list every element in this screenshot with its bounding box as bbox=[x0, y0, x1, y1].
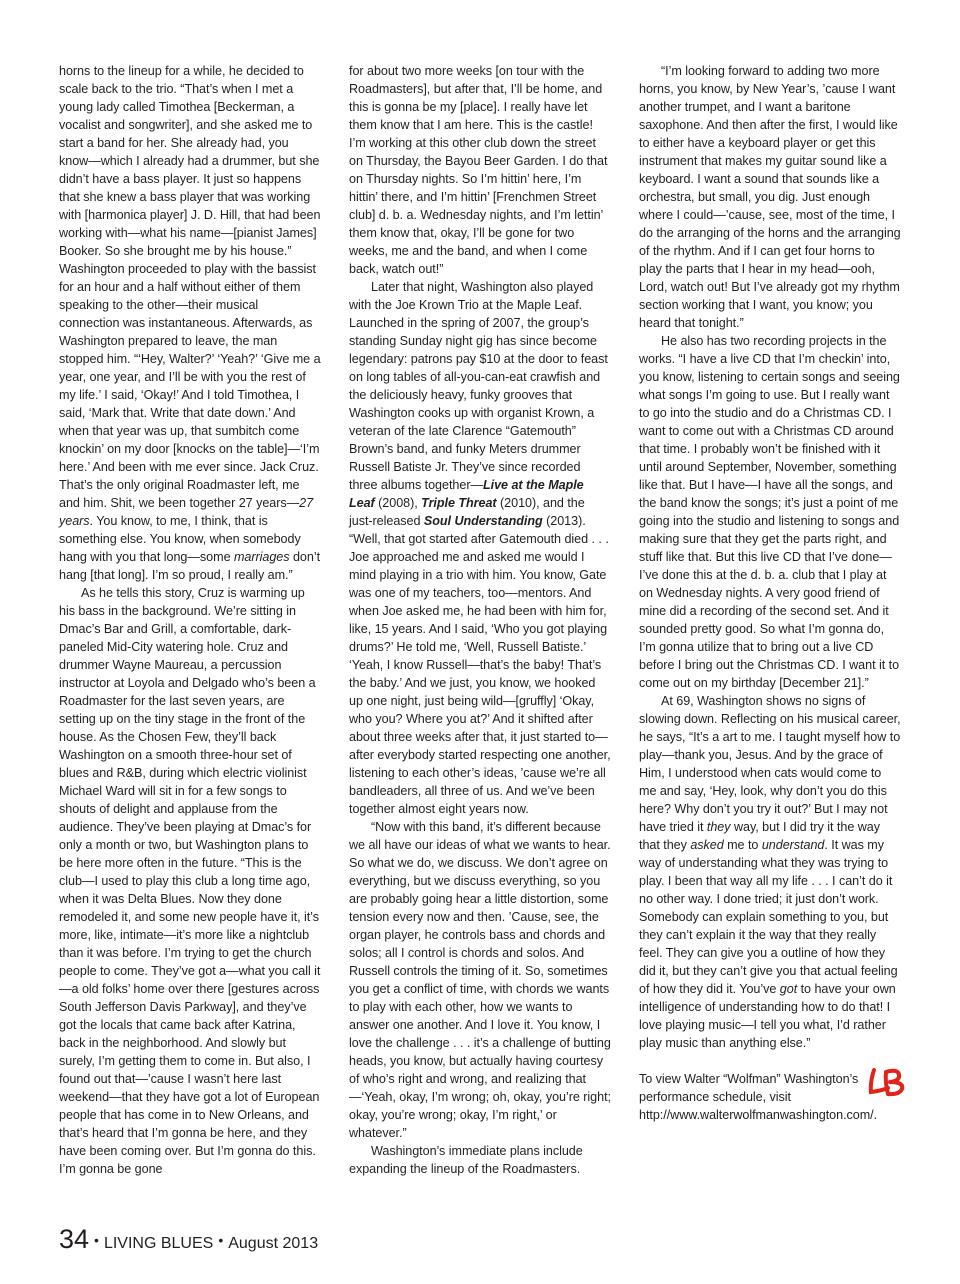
article-paragraph: He also has two recording projects in the works. “I have a live CD that I’m checkin’ into, you know, listening to certain songs and seeing what songs I’m going to use. But I really want to go into the studio and do a Christmas CD. I want to come out with a Christmas CD around that time. I probably won’t be finished with it until around September, November, something like that. But I have—I have all the songs, and the band know the songs; it’s just a point of me going into the studio and listening to songs and making sure that they get the parts right, and stuff like that. But this live CD that I’ve done—I’ve done this at the d. b. a. club that I play at on Wednesday nights. A very good friend of mine did a recording of the second set. And it sounded pretty good. So what I’m gonna do, I’m gonna utilize that to bring out a live CD before I bring out the Christmas CD. I want it to come out on my birthday [December 21].” bbox=[639, 334, 900, 690]
article-paragraph: horns to the lineup for a while, he decided to scale back to the trio. “That’s when I met a young lady called Timothea [Beckerman, a vocalist and songwriter], and she asked me to start a band for her. She already had, you know—which I already had a drummer, but she didn’t have a bass player. It just so happens that she knew a bass player that was working with [harmonica player] J. D. Hill, that had been working with—what his name—[pianist James] Booker. So she brought me by his house.” Washington proceeded to play with the bassist for an hour and a half without either of them speaking to the other—their musical connection was instantaneous. Afterwards, as Washington prepared to leave, the man stopped him. “‘Hey, Walter?’ ‘Yeah?’ ‘Give me a year, one year, and I’ll be with you the rest of my life.’ I said, ‘Okay!’ And I told Timothea, I said, ‘Mark that. Write that date down.’ And when that year was up, that sumbitch come knockin’ on my door [knocks on the table]—‘I’m here.’ And been with me ever since. Jack Cruz. That’s the only original Roadmaster left, me and him. Shit, we been together 27 years—27 years. You know, to me, I think, that is something else. You know, when somebody hang with you that long—some marriages don’t hang [that long]. I’m so proud, I really am.” bbox=[59, 64, 321, 582]
article-paragraph: Washington’s immediate plans include expanding the lineup of the Roadmasters. bbox=[349, 1144, 583, 1176]
article-column-3 bbox=[639, 62, 901, 1124]
article-paragraph: As he tells this story, Cruz is warming up his bass in the background. We’re sitting in Dmac’s Bar and Grill, a comfortable, dark-paneled Mid-City watering hole. Cruz and drummer Wayne Maureau, a percussion instructor at Loyola and Delgado who’s been a Roadmaster for the last seven years, are setting up on the tiny stage in the front of the house. As the Chosen Few, they’ll back Washington on a smooth three-hour set of blues and R&B, during which electric violinist Michael Ward will sit in for a few songs to shouts of delight and applause from the audience. They’ve been playing at Dmac’s for only a month or two, but Washington plans to be here more often in the future. “This is the club—I used to play this club a long time ago, when it was Delta Blues. Now they done remodeled it, and some new people have it, it’s more, like, intimate—it’s more like a nightclub than it was before. I’m trying to get the church people to come. They’ve got a—what you call it—a old folks’ home over there [gestures across South Jefferson Davis Parkway], and they’ve got the locals that came back after Katrina, back in the neighborhood. And slowly but surely, I’m getting them to come in. But also, I found out that—’cause I wasn’t here last weekend—that they have got a lot of European people that has come in to New Orleans, and that’s heard that I’m gonna be here, and they have been coming over. But I’m gonna do this. I’m gonna be gone bbox=[59, 586, 321, 1176]
issue-date: August 2013 bbox=[228, 1235, 319, 1252]
article-column-2 bbox=[349, 62, 611, 1178]
article-column-1 bbox=[59, 62, 321, 1178]
footer-bullet: • bbox=[218, 1232, 224, 1248]
article-paragraph: for about two more weeks [on tour with the Roadmasters], but after that, I’ll be home, and this is gonna be my [place]. I really have let them know that I am here. This is the castle! I’m working at this other club down the street on Thursday, the Bayou Beer Garden. I do that on Thursday nights. So I’m hittin’ here, I’m hittin’ there, and I’m hittin’ [Frenchmen Street club] d. b. a. Wednesday nights, and I’m lettin’ them know that, okay, I’ll be gone for two weeks, me and the band, and when I come back, watch out!” bbox=[349, 64, 608, 276]
living-blues-end-logo bbox=[866, 1064, 910, 1098]
article-paragraph: Later that night, Washington also played with the Joe Krown Trio at the Maple Leaf. Launched in the spring of 2007, the group’s standing Sunday night gig has since become legendary: patrons pay $10 at the door to feast on long tables of all-you-can-eat crawfish and the deliciously heavy, funky grooves that Washington cooks up with organist Krown, a veteran of the late Clarence “Gatemouth” Brown’s band, and funky Meters drummer Russell Batiste Jr. They’ve since recorded three albums together—Live at the Maple Leaf (2008), Triple Threat (2010), and the just-released Soul Understanding (2013). “Well, that got started after Gatemouth died . . . Joe approached me and asked me would I mind playing in a trio with him. You know, Gate was one of my teachers, too—mentors. And when Joe asked me, he had been with him for, like, 15 years. And I said, ‘Who you got playing drums?’ He told me, ‘Well, Russell Batiste.’ ‘Yeah, I know Russell—that’s the baby! That’s the baby.’ And we just, you know, we hooked up one night, just being wild—[gruffly] ‘Okay, who you? Where you at?’ And it shifted after about three weeks after that, it just started to—after everybody started respecting one another, listening to each other’s ideas, ’cause we’re all bandleaders, all three of us. And we’ve been together almost eight years now. bbox=[349, 280, 611, 816]
article-paragraph: “Now with this band, it’s different because we all have our ideas of what we wants to hear. So what we do, we discuss. We don’t agree on everything, but we discuss everything, so you are probably going hear a little distortion, some tension every now and then. ’Cause, see, the organ player, he controls bass and chords and solos; all I control is chords and solos. And Russell controls the timing of it. So, sometimes you get a conflict of time, with chords we wants to play with each other, how we wants to answer one another. And I love it. You know, I love the challenge . . . it’s a challenge of butting heads, you know, but actually having courtesy of who’s right and wrong, and realizing that—‘Yeah, okay, I’m wrong; oh, okay, you’re right; okay, you’re wrong; okay, I’m right,’ or whatever.” bbox=[349, 820, 611, 1140]
page-footer bbox=[59, 1224, 318, 1256]
magazine-name: LIVING BLUES bbox=[103, 1235, 214, 1252]
article-paragraph: At 69, Washington shows no signs of slowing down. Reflecting on his musical career, he says, “It’s a art to me. I taught myself how to play—thank you, Jesus. And by the grace of Him, I understood when cats would come to me and say, ‘Hey, look, why don’t you do this here? Why don’t you try it out?’ But I may not have tried it they way, but I did try it the way that they asked me to understand. It was my way of understanding what they was trying to play. I been that way all my life . . . I can’t do it no other way. I done tried; it just don’t work. Somebody can explain something to you, but they can’t explain it the way that they really feel. They can give you a outline of how they did it, but they can’t give you that actual feeling of how they did it. You’ve got to have your own intelligence of understanding how to do that! I love playing music—I tell you what, I’d rather play music than anything else.” bbox=[639, 694, 901, 1050]
page-number: 34 bbox=[59, 1224, 90, 1254]
article-paragraph: To view Walter “Wolfman” Washington’s performance schedule, visit http://www.walterwolfmanwashington.com/. bbox=[639, 1072, 878, 1122]
footer-bullet: • bbox=[94, 1232, 99, 1248]
article-paragraph: “I’m looking forward to adding two more horns, you know, by New Year’s, ’cause I want another trumpet, and I want a baritone saxophone. And then after the first, I would like to either have a keyboard player or get this instrument that makes my guitar sound like a keyboard. I want a sound that sounds like a orchestra, but small, you dig. Just enough where I could—’cause, see, most of the time, I do the arranging of the horns and the arranging of the rhythm. And if I can get four horns to play the parts that I hear in my head—ooh, Lord, watch out! But I’ve already got my rhythm section working that I want, you know; you heard that tonight.” bbox=[639, 64, 901, 330]
